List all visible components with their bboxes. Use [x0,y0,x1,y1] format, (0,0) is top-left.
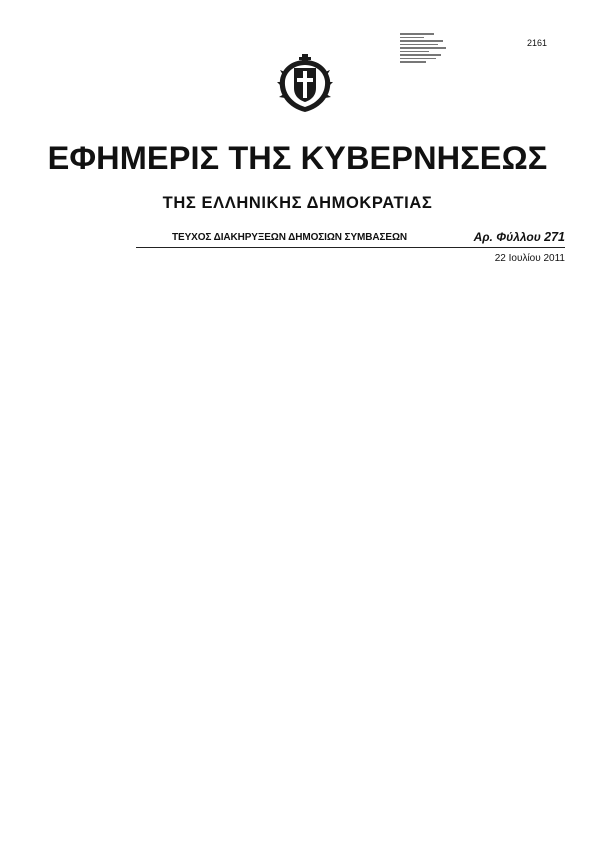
page-number: 2161 [527,38,548,48]
greek-coat-of-arms-icon [276,52,334,114]
gazette-title: ΕΦΗΜΕΡΙΣ ΤΗΣ ΚΥΒΕΡΝΗΣΕΩΣ [47,140,548,176]
sheet-number-value: 271 [544,230,565,244]
sheet-number [474,230,565,244]
sheet-label: Αρ. Φύλλου [473,230,541,244]
issue-line [40,230,565,248]
issue-date: 22 Ιουλίου 2011 [494,253,565,264]
issue-type: ΤΕΥΧΟΣ ΔΙΑΚΗΡΥΞΕΩΝ ΔΗΜΟΣΙΩΝ ΣΥΜΒΑΣΕΩΝ [172,232,407,243]
gazette-subtitle: ΤΗΣ ΕΛΛΗΝΙΚΗΣ ΔΗΜΟΚΡΑΤΙΑΣ [162,194,433,212]
digital-signature-stamp [400,31,448,81]
header-rule [136,247,565,248]
